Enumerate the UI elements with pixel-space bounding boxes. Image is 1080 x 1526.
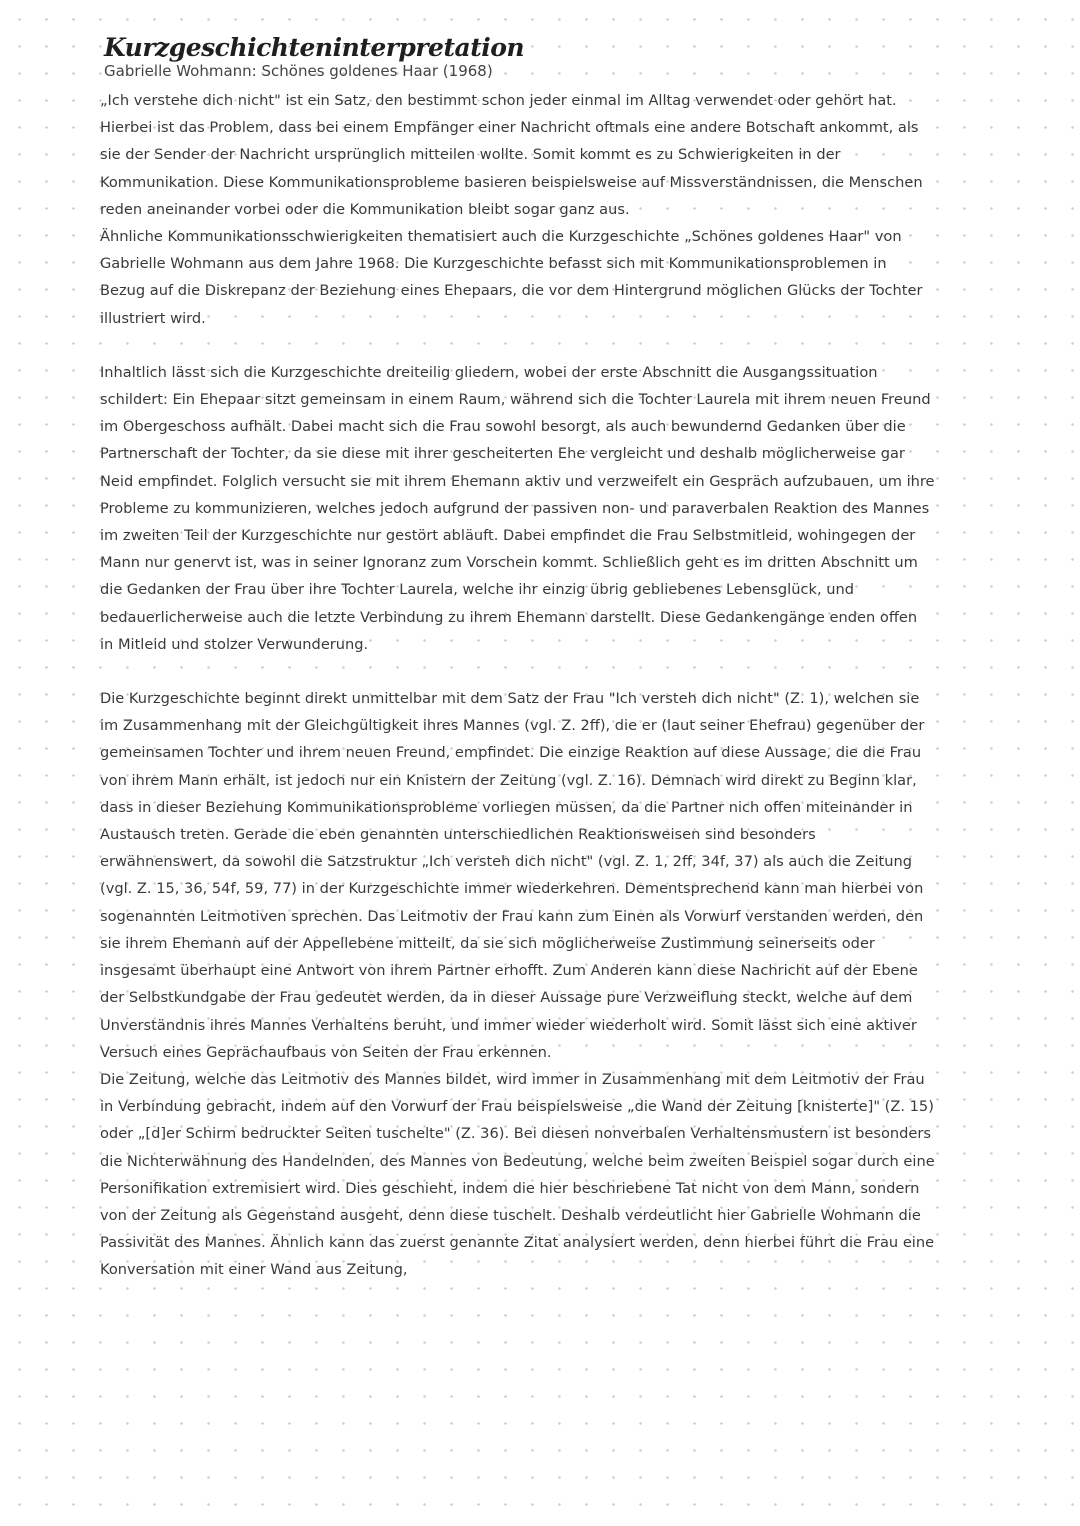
paragraph-content-summary: Inhaltlich lässt sich die Kurzgeschichte dreiteilig gliedern, wobei der erste Abschnitt die Ausgangssituation schildert: Ein Ehepaar sitzt gemeinsam in einem Raum, während sich die Tochter Laurela mit ihrem neuen Freund im Obergeschoss aufhält. Dabei macht sich die Frau sowohl besorgt, als auch bewundernd Gedanken über die Partnerschaft der Tochter, da sie diese mit ihrer gescheiterten Ehe vergleicht und deshalb möglicherweise gar Neid empfindet. Folglich versucht sie mit ihrem Ehemann aktiv und verzweifelt ein Gespräch aufzubauen, um ihre Probleme zu kommunizieren, welches jedoch aufgrund der passiven non- und paraverbalen Reaktion des Mannes im zweiten Teil der Kurzgeschichte nur gestört abläuft. Dabei empfindet die Frau Selbstmitleid, wohingegen der Mann nur genervt ist, was in seiner Ignoranz zum Vorschein kommt. Schließlich geht es im dritten Abschnitt um die Gedanken der Frau über ihre Tochter Laurela, welche ihr einzig übrig gebliebenes Lebensglück, und bedauerlicherweise auch die letzte Verbindung zu ihrem Ehemann darstellt. Diese Gedankengänge enden offen in Mitleid und stolzer Verwunderung.: [100, 363, 935, 653]
paragraph-analysis-2: Die Zeitung, welche das Leitmotiv des Mannes bildet, wird immer in Zusammenhang mit dem Leitmotiv der Frau in Verbindung gebracht, indem auf den Vorwurf der Frau beispielsweise „die Wand der Zeitung [knisterte]" (Z. 15) oder „[d]er Schirm bedruckter Seiten tuschelte" (Z. 36). Bei diesen nonverbalen Verhaltensmustern ist besonders die Nichterwähnung des Handelnden, des Mannes von Bedeutung, welche beim zweiten Beispiel sogar durch eine Personifikation extremisiert wird. Dies geschieht, indem die hier beschriebene Tat nicht von dem Mann, sondern von der Zeitung als Gegenstand ausgeht, denn diese tuschelt. Deshalb verdeutlicht hier Gabrielle Wohmann die Passivität des Mannes. Ähnlich kann das zuerst genannte Zitat analysiert werden, denn hierbei führt die Frau eine Konversation mit einer Wand aus Zeitung,: [100, 1070, 935, 1279]
page-title: Kurzgeschichteninterpretation: [104, 33, 525, 62]
essay-body: [100, 87, 935, 1284]
paragraph-analysis-1: Die Kurzgeschichte beginnt direkt unmittelbar mit dem Satz der Frau "Ich versteh dich nicht" (Z. 1), welchen sie im Zusammenhang mit der Gleichgültigkeit ihres Mannes (vgl. Z. 2ff), die er (laut seiner Ehefrau) gegenüber der gemeinsamen Tochter und ihrem neuen Freund, empfindet. Die einzige Reaktion auf diese Aussage, die die Frau von ihrem Mann erhält, ist jedoch nur ein Knistern der Zeitung (vgl. Z. 16). Demnach wird direkt zu Beginn klar, dass in dieser Beziehung Kommunikationsprobleme vorliegen müssen, da die Partner nich offen miteinander in Austausch treten. Gerade die eben genannten unterschiedlichen Reaktionsweisen sind besonders erwähnenswert, da sowohl die Satzstruktur „Ich versteh dich nicht" (vgl. Z. 1, 2ff, 34f, 37) als auch die Zeitung (vgl. Z. 15, 36, 54f, 59, 77) in der Kurzgeschichte immer wiederkehren. Dementsprechend kann man hierbei von sogenannten Leitmotiven sprechen. Das Leitmotiv der Frau kann zum Einen als Vorwurf verstanden werden, den sie ihrem Ehemann auf der Appellebene mitteilt, da sie sich möglicherweise Zustimmung seinerseits oder insgesamt überhaupt eine Antwort von ihrem Partner erhofft. Zum Anderen kann diese Nachricht auf der Ebene der Selbstkundgabe der Frau gedeutet werden, da in dieser Aussage pure Verzweiflung steckt, welche auf dem Unverständnis ihres Mannes Verhaltens beruht, und immer wieder wiederholt wird. Somit lässt sich eine aktiver Versuch eines Geprächaufbaus von Seiten der Frau erkennen.: [100, 690, 925, 1061]
paragraph-thesis: Ähnliche Kommunikationsschwierigkeiten thematisiert auch die Kurzgeschichte „Schönes goldenes Haar" von Gabrielle Wohmann aus dem Jahre 1968. Die Kurzgeschichte befasst sich mit Kommunikationsproblemen in Bezug auf die Diskrepanz der Beziehung eines Ehepaars, die vor dem Hintergrund möglichen Glücks der Tochter illustriert wird.: [100, 228, 923, 327]
essay-page: [100, 30, 935, 1284]
paragraph-spacer: [100, 332, 935, 359]
page-subtitle: Gabrielle Wohmann: Schönes goldenes Haar (1968): [104, 62, 493, 80]
paragraph-intro: „Ich verstehe dich nicht" ist ein Satz, den bestimmt schon jeder einmal im Alltag verwendet oder gehört hat. Hierbei ist das Problem, dass bei einem Empfänger einer Nachricht oftmals eine andere Botschaft ankommt, als sie der Sender der Nachricht ursprünglich mitteilen wollte. Somit kommt es zu Schwierigkeiten in der Kommunikation. Diese Kommunikationsprobleme basieren beispielsweise auf Missverständnissen, die Menschen reden aneinander vorbei oder die Kommunikation bleibt sogar ganz aus.: [100, 92, 923, 218]
paragraph-spacer: [100, 658, 935, 685]
